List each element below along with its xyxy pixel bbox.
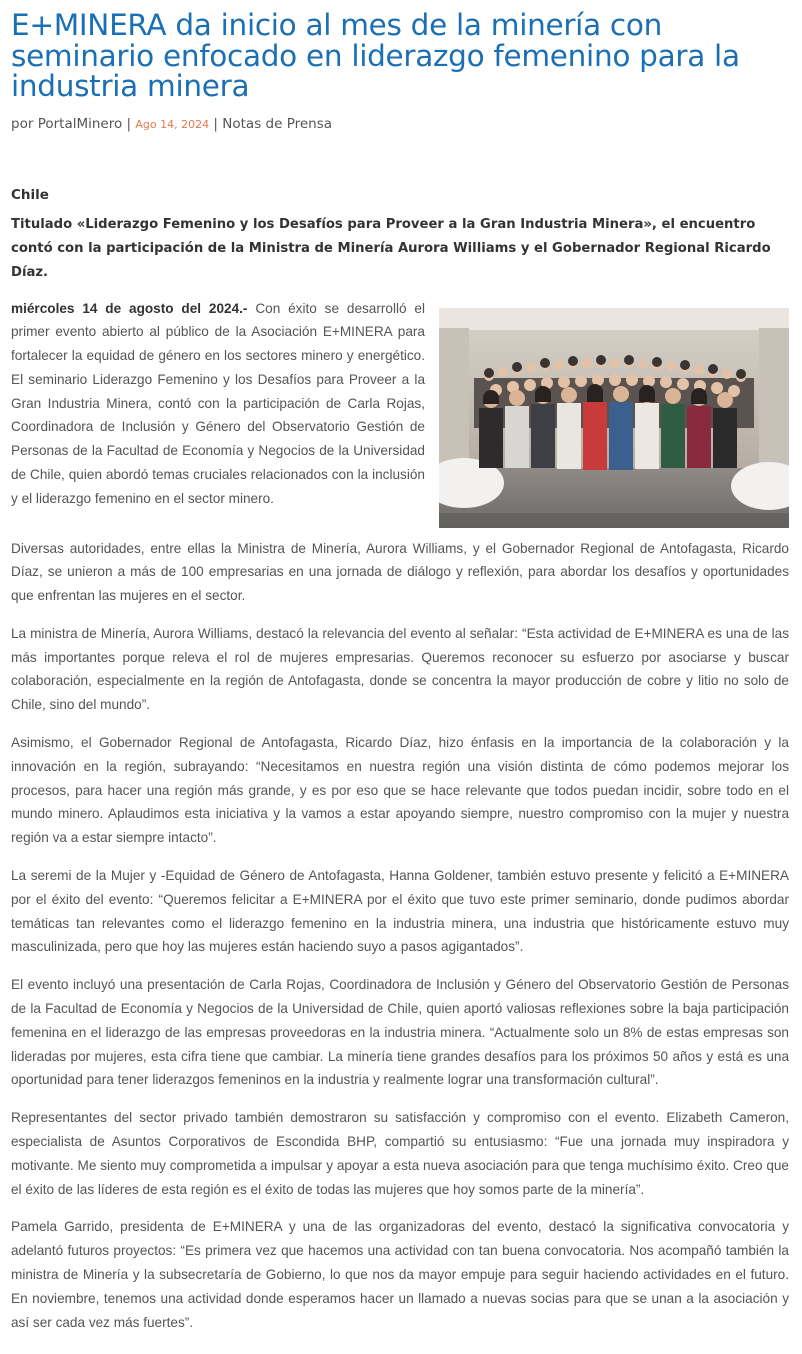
body-paragraph: Diversas autoridades, entre ellas la Ministra de Minería, Aurora Williams, y el Gobernador Regional de Antofagasta, Ricardo Díaz, se unieron a más de 100 empresarias en una jornada de diálogo y reflexión, para abordar los desafíos y oportunidades que enfrentan las mujeres en el sector. (11, 540, 789, 604)
section-label: Chile (11, 186, 49, 203)
body-paragraph: Representantes del sector privado también demostraron su satisfacción y compromiso con el evento. Elizabeth Cameron, especialista de Asuntos Corporativos de Escondida BHP, compartió su entusiasmo: “Fue una jornada muy inspiradora y motivante. Me siento muy comprometida a impulsar y apoyar a esta nueva asociación para que tenga muchísimo éxito. Creo que el éxito de las líderes de esta región es el éxito de todas las mujeres que hoy somos parte de la minería”. (11, 1110, 789, 1197)
article-title: E+MINERA da inicio al mes de la minería con seminario enfocado en liderazgo femenino para la industria minera (11, 8, 740, 103)
intro-paragraph (11, 297, 425, 511)
body-paragraph: El evento incluyó una presentación de Carla Rojas, Coordinadora de Inclusión y Género del Observatorio Gestión de Personas de la Facultad de Economía y Negocios de la Universidad de Chile, quien aportó valiosas reflexiones sobre la baja participación femenina en el liderazgo de las empresas proveedoras en la industria minera. “Actualmente solo un 8% de estas empresas son lideradas por mujeres, esta cifra tiene que cambiar. La minería tiene grandes desafíos para los próximos 50 años y está es una oportunidad para tener liderazgos femeninos en la industria y realmente lograr una transformación cultural”. (11, 977, 789, 1088)
by-label: por (11, 115, 34, 132)
group-photo-illustration (439, 308, 789, 528)
intro-text: Con éxito se desarrolló el primer evento abierto al público de la Asociación E+MINERA para fortalecer la equidad de género en los sectores minero y energético. El seminario Liderazgo Femenino y los Desafíos para Proveer a la Gran Industria Minera, contó con la participación de Carla Rojas, Coordinadora de Inclusión y Género del Observatorio Gestión de Personas de la Facultad de Economía y Negocios de la Universidad de Chile, quien abordó temas cruciales relacionados con la inclusión y el liderazgo femenino en el sector minero. (11, 300, 426, 506)
author-link[interactable]: PortalMinero (37, 115, 123, 132)
event-photo (439, 308, 789, 528)
meta-separator: | (126, 115, 132, 132)
body-paragraph: La seremi de la Mujer y -Equidad de Género de Antofagasta, Hanna Goldener, también estuvo presente y felicitó a E+MINERA por el éxito del evento: “Queremos felicitar a E+MINERA por el éxito que tuvo este primer seminario, donde pudimos abordar temáticas tan relevantes como el liderazgo femenino en la industria minera, una industria que históricamente estuvo muy masculinizada, pero que hoy las mujeres están haciendo suyo a pasos agigantados”. (11, 868, 789, 955)
publish-date: Ago 14, 2024 (135, 117, 210, 131)
intro-date: miércoles 14 de agosto del 2024.- (11, 300, 248, 316)
article-meta (11, 114, 789, 135)
category-link[interactable]: Notas de Prensa (222, 115, 333, 132)
article (11, 0, 789, 1348)
body-paragraph: La ministra de Minería, Aurora Williams, destacó la relevancia del evento al señalar: “Esta actividad de E+MINERA es una de las más importantes porque releva el rol de mujeres empresarias. Queremos reconocer su esfuerzo por asociarse y buscar colaboración, especialmente en la región de Antofagasta, donde se concentra la mayor producción de cobre y litio no solo de Chile, sino del mundo”. (11, 625, 789, 713)
body-paragraph: Asimismo, el Gobernador Regional de Antofagasta, Ricardo Díaz, hizo énfasis en la importancia de la colaboración y la innovación en la región, subrayando: “Necesitamos en nuestra región una visión distinta de cómo podemos mejorar los procesos, para hacer una región más grande, y es por eso que se hace relevante que todos puedan incidir, sobre todo en el mundo minero. Aplaudimos esta iniciativa y la vamos a estar apoyando siempre, nuestro compromiso con la mujer y nuestra región va a estar siempre intacto”. (11, 735, 789, 846)
intro-block (11, 297, 789, 537)
article-body (11, 537, 789, 1335)
meta-separator: | (213, 115, 218, 132)
article-lead: Titulado «Liderazgo Femenino y los Desafíos para Proveer a la Gran Industria Minera», el encuentro contó con la participación de la Ministra de Minería Aurora Williams y el Gobernador Regional Ricardo Díaz. (11, 216, 771, 280)
body-paragraph: Pamela Garrido, presidenta de E+MINERA y una de las organizadoras del evento, destacó la significativa convocatoria y adelantó futuros proyectos: “Es primera vez que hacemos una actividad con tan buena convocatoria. Nos acompañó también la ministra de Minería y la subsecretaría de Gobierno, lo que nos da mayor empuje para seguir haciendo actividades en el futuro. En noviembre, tenemos una actividad donde esperamos hacer un llamado a nuevas socias para que se unan a la asociación y así ser cada vez más fuertes”. (11, 1219, 789, 1330)
